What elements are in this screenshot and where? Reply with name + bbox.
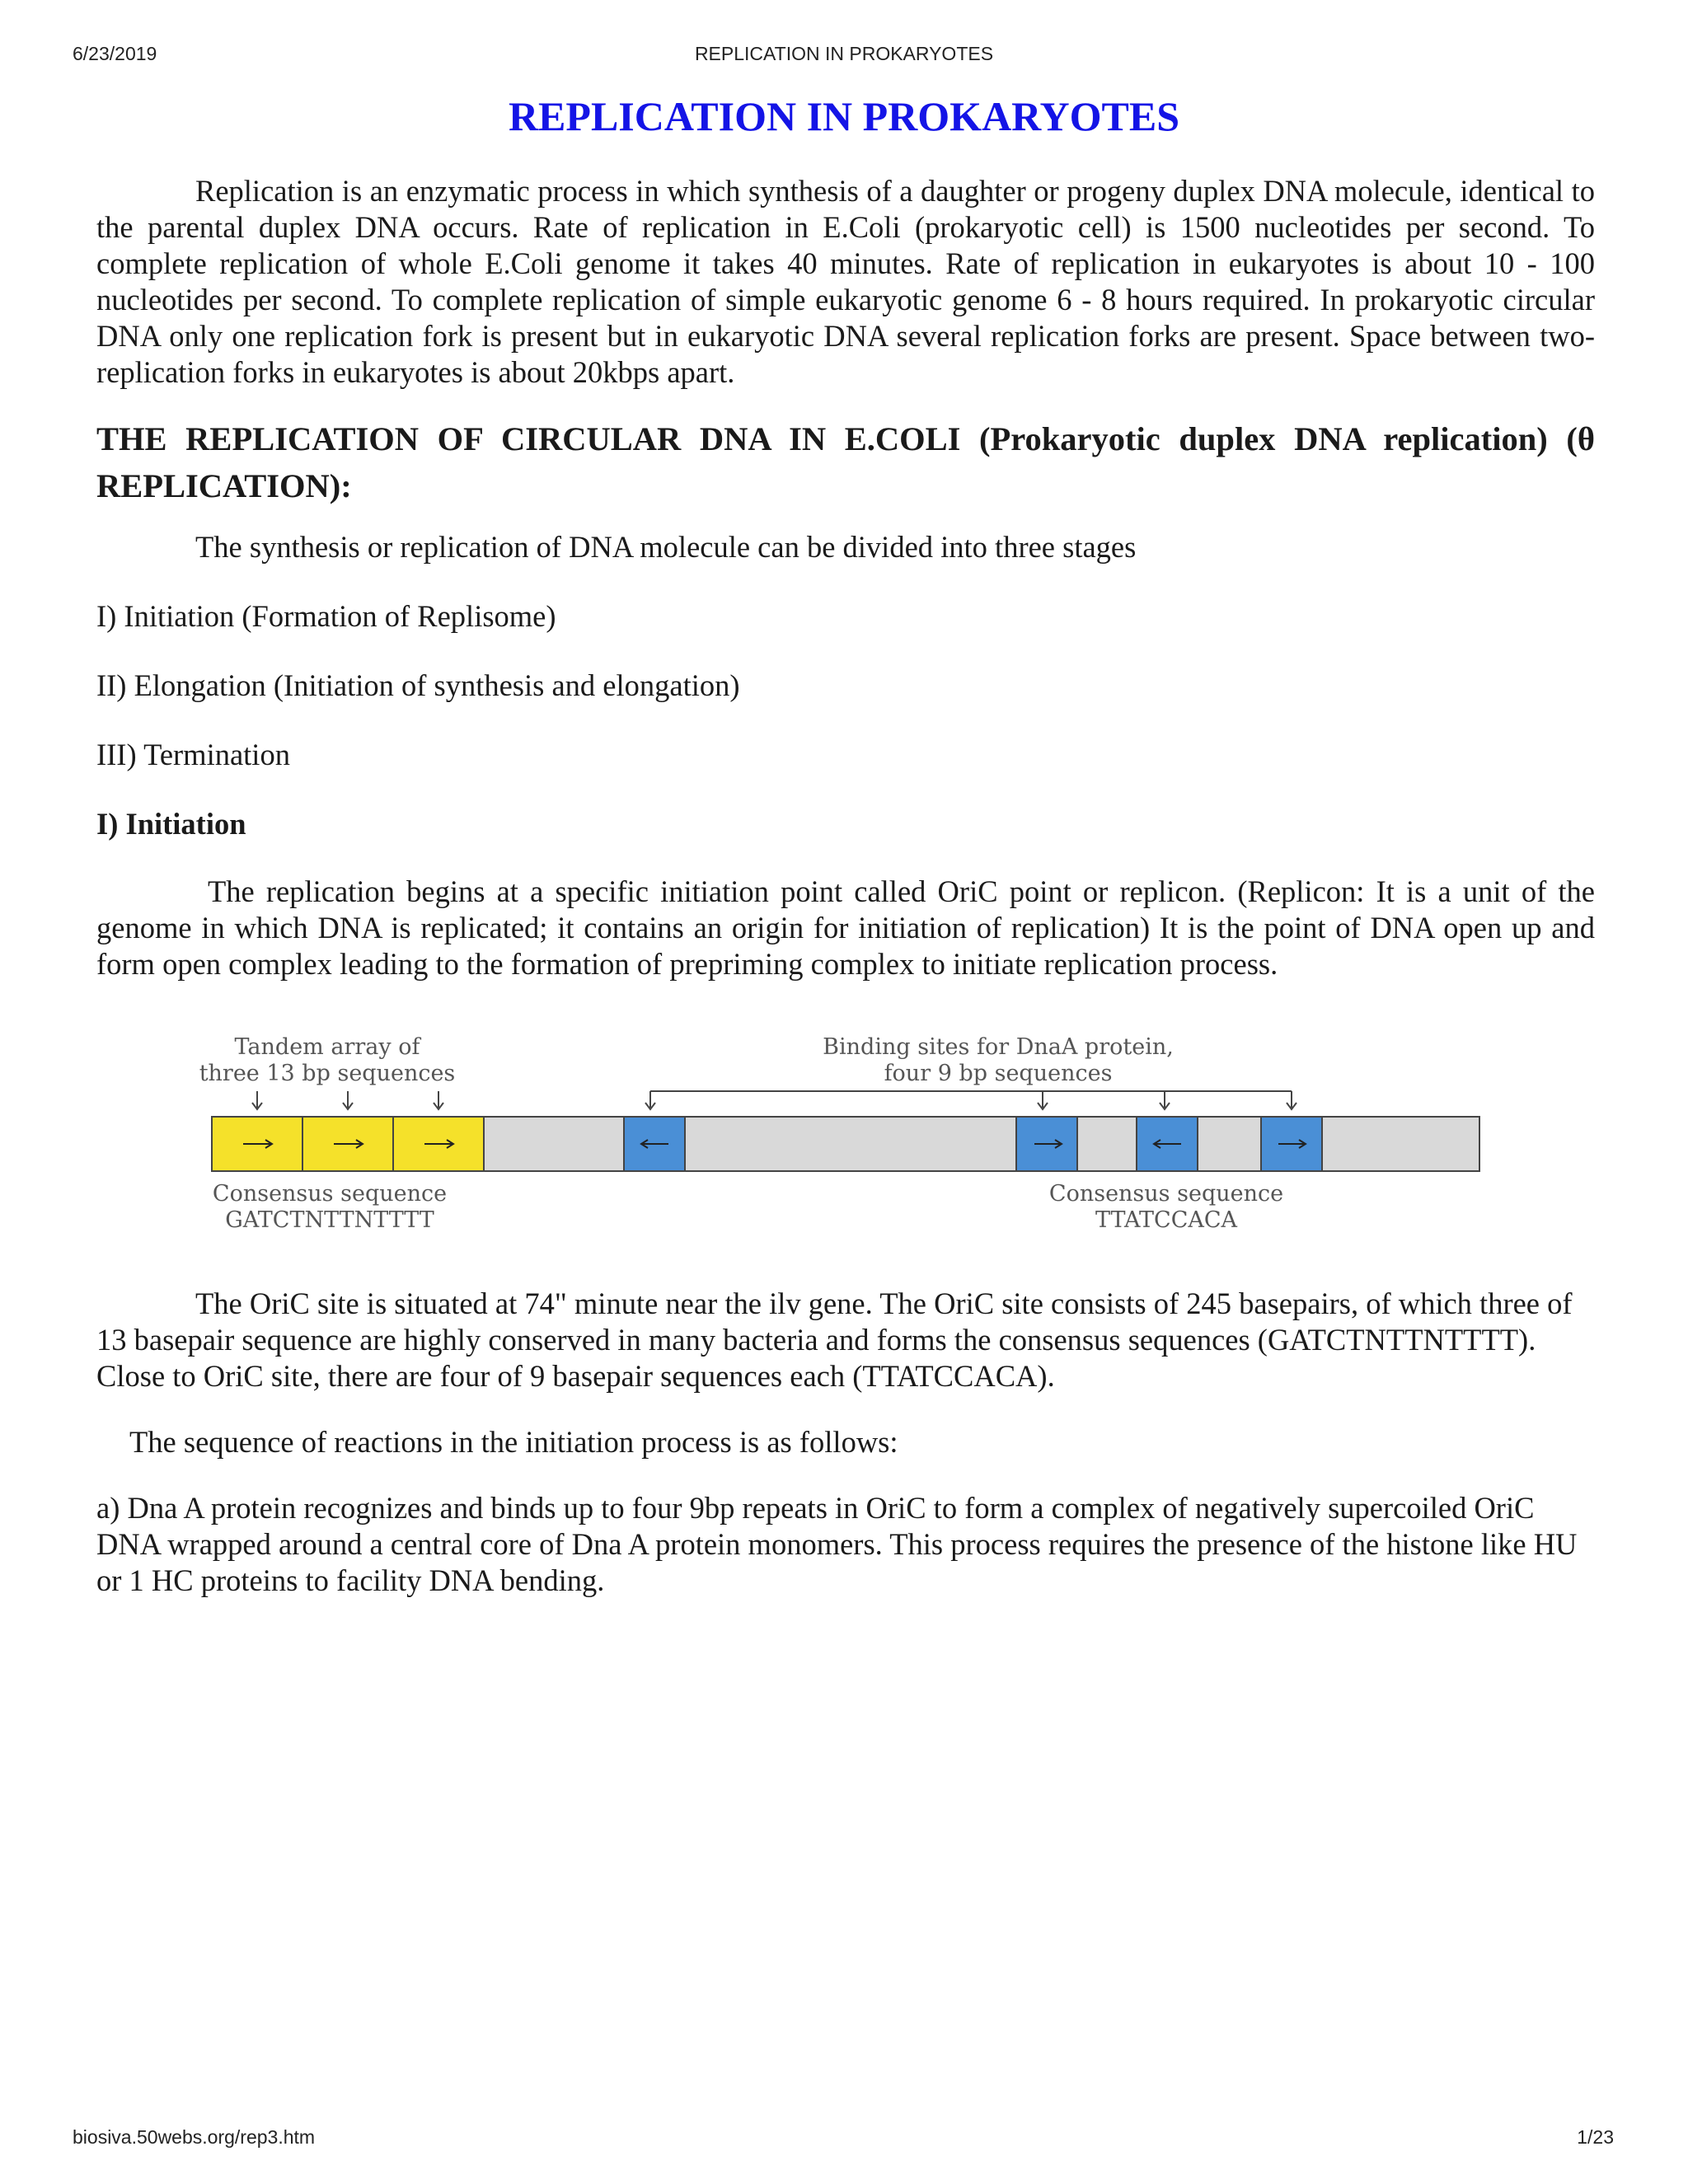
stages-intro: The synthesis or replication of DNA molecule can be divided into three stages (195, 530, 1137, 564)
oric-diagram (96, 1024, 1595, 1271)
initiation-paragraph: The replication begins at a specific initiation point called OriC point or replicon. (Replicon: It is a unit of the genome in which DNA is replicated; it contains an origin for initiation of replication) It is the point of DNA open up and form open complex leading to the formation of prepriming complex to initiate replication process. (96, 874, 1595, 981)
intro-paragraph: Replication is an enzymatic process in which synthesis of a daughter or progeny duplex DNA molecule, identical to the parental duplex DNA occurs. Rate of replication in E.Coli (prokaryotic cell) is 1500 nucleotides per second. To complete replication of whole E.Coli genome it takes 40 minutes. Rate of replication in eukaryotes is about 10 - 100 nucleotides per second. To complete replication of simple eukaryotic genome 6 - 8 hours required. In prokaryotic circular DNA only one replication fork is present but in eukaryotic DNA several replication forks are present. Space between two-replication forks in eukaryotes is about 20kbps apart. (96, 174, 1595, 389)
consensus-left-sequence: GATCTNTTNTTTT (225, 1207, 434, 1233)
stage-item: I) Initiation (Formation of Replisome) (96, 599, 556, 633)
initiation-heading: I) Initiation (96, 807, 246, 841)
header-date: 6/23/2019 (73, 43, 157, 64)
binding-bracket (645, 1091, 1296, 1109)
binding-label-line1: Binding sites for DnaA protein, (823, 1034, 1174, 1060)
tandem-label-line1: Tandem array of (234, 1034, 420, 1060)
binding-label-line2: four 9 bp sequences (884, 1061, 1113, 1086)
consensus-right-sequence: TTATCCACA (1095, 1207, 1238, 1233)
oric-paragraph: The OriC site is situated at 74" minute near the ilv gene. The OriC site consists of 245 basepairs, of which three of 13 basepair sequence are highly conserved in many bacteria and forms the consensus sequences (GATCTNTTNTTTT). Close to OriC site, there are four of 9 basepair sequences each (TTATCCACA). (96, 1286, 1573, 1393)
sequence-intro: The sequence of reactions in the initiation process is as follows: (129, 1425, 898, 1459)
tandem-label-line2: three 13 bp sequences (199, 1061, 456, 1086)
stage-item: II) Elongation (Initiation of synthesis and elongation) (96, 668, 740, 702)
oric-diagram-svg (96, 1024, 1595, 1271)
step-a-paragraph: a) Dna A protein recognizes and binds up to four 9bp repeats in OriC to form a complex of negatively supercoiled OriC DNA wrapped around a central core of Dna A protein monomers. This process requires the presence of the histone like HU or 1 HC proteins to facility DNA bending. (96, 1491, 1578, 1597)
footer-page-number: 1/23 (1577, 2126, 1614, 2148)
consensus-right-label: Consensus sequence (1048, 1181, 1284, 1207)
stage-item: III) Termination (96, 738, 290, 771)
tandem-pointer-arrows (252, 1091, 443, 1109)
footer-url: biosiva.50webs.org/rep3.htm (73, 2126, 316, 2148)
consensus-left-label: Consensus sequence (212, 1181, 448, 1207)
section-heading: THE REPLICATION OF CIRCULAR DNA IN E.COLI (Prokaryotic duplex DNA replication) (θ REPLICATION): (96, 420, 1595, 504)
document-body (96, 173, 1595, 1599)
page-title: REPLICATION IN PROKARYOTES (508, 93, 1180, 139)
header-title: REPLICATION IN PROKARYOTES (694, 43, 994, 64)
